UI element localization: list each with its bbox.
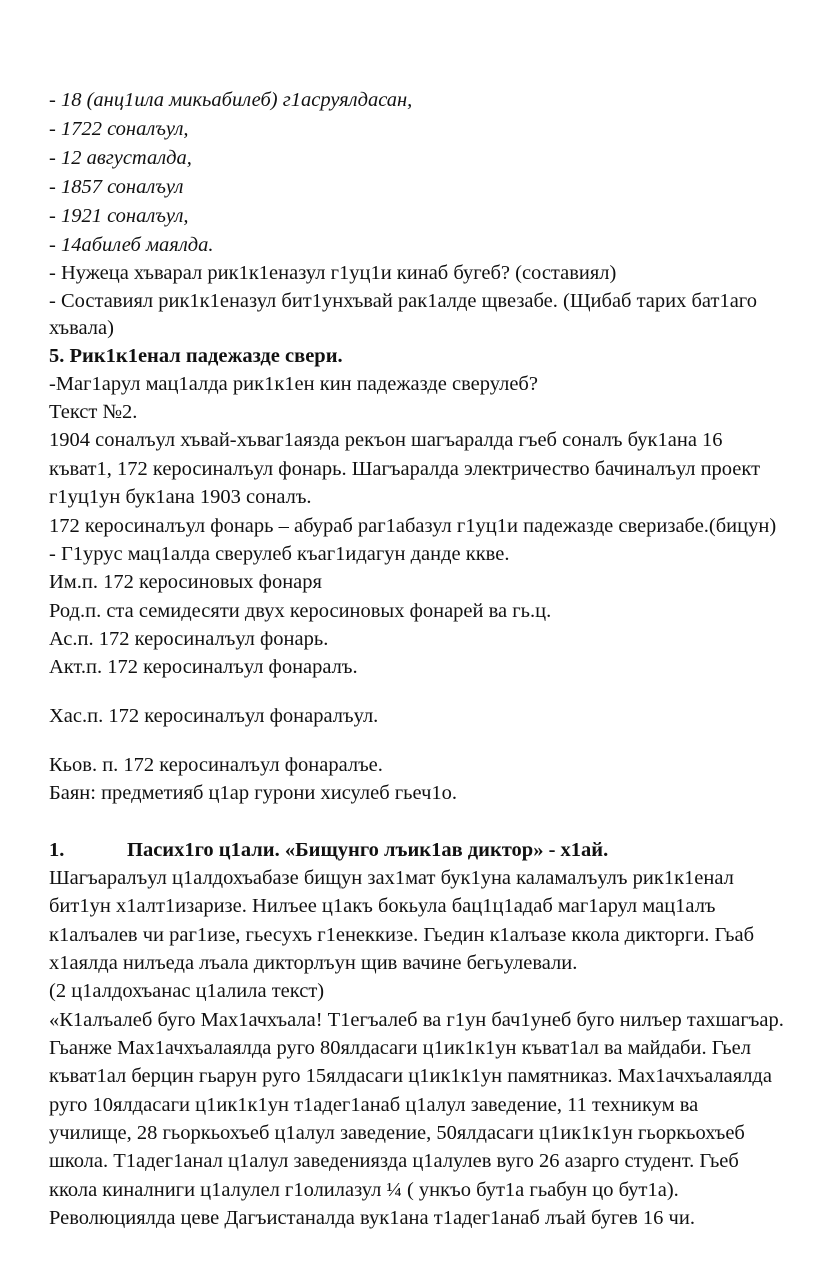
year-item-1857: - 1857 соналъул bbox=[49, 176, 184, 198]
section-heading-1 bbox=[49, 837, 608, 863]
paragraph-line: 1904 соналъул хъвай-хъваг1аязда рекъон шагъаралда гъеб соналъ бук1ана 16 bbox=[49, 429, 723, 451]
paragraph-line: к1алъалев чи раг1изе, гьесухъ г1енеккизе. Гьедин к1алъазе ккола дикторги. Гьаб bbox=[49, 924, 754, 946]
note-line: Баян: предметияб ц1ар гурони хисулеб гьеч1о. bbox=[49, 782, 458, 804]
case-line-ergative: Акт.п. 172 керосиналъул фонаралъ. bbox=[49, 656, 358, 678]
task-line: - Г1урус мац1алда сверулеб къаг1идагун данде ккве. bbox=[49, 543, 510, 565]
year-item-1921: - 1921 соналъул, bbox=[49, 205, 189, 227]
case-line-dative: Кьов. п. 172 керосиналъул фонаралъе. bbox=[49, 754, 383, 776]
section-title: Пасих1го ц1али. «Бищунго лъик1ав диктор» - х1ай. bbox=[127, 839, 609, 861]
year-item-18-century: - 18 (анц1ила микьабилеб) г1асруялдасан, bbox=[49, 89, 413, 111]
year-item-may-14: - 14абилеб маялда. bbox=[49, 234, 214, 256]
reading-text-line: «К1алъалеб буго Мах1ачхъала! Т1егъалеб ва г1ун бач1унеб буго нилъер тахшагъар. bbox=[49, 1009, 784, 1031]
case-line-absolutive: Ас.п. 172 керосиналъул фонарь. bbox=[49, 628, 329, 650]
paragraph-line: Шагъаралъул ц1алдохъабазе бищун зах1мат бук1уна каламалъулъ рик1к1енал bbox=[49, 867, 734, 889]
case-line-nominative: Им.п. 172 керосиновых фонаря bbox=[49, 571, 322, 593]
paragraph-line: г1уц1ун бук1ана 1903 соналъ. bbox=[49, 486, 312, 508]
reading-text-line: Революциялда цеве Дагъистаналда вук1ана т1адег1анаб лъай бугев 16 чи. bbox=[49, 1207, 695, 1229]
section-number: 1. bbox=[49, 839, 65, 861]
paragraph-line: х1аялда нилъеда лъала дикторлъун щив вачине бегьулевали. bbox=[49, 952, 578, 974]
text-label: Текст №2. bbox=[49, 401, 138, 423]
reading-text-line: Гьанже Мах1ачхъалаялда руго 80ялдасаги ц1ик1к1ун къват1ал ва майдаби. Гьел bbox=[49, 1037, 751, 1059]
case-line-genitive-avar: Хас.п. 172 керосиналъул фонаралъул. bbox=[49, 705, 379, 727]
question-line: -Маг1арул мац1алда рик1к1ен кин падежазде сверулеб? bbox=[49, 373, 538, 395]
task-line: 172 керосиналъул фонарь – абураб раг1абазул г1уц1и падежазде сверизабе.(бицун) bbox=[49, 515, 777, 537]
question-line: - Нужеца хъварал рик1к1еназул г1уц1и кинаб бугеб? (составиял) bbox=[49, 262, 617, 284]
task-line: - Составиял рик1к1еназул бит1унхъвай рак1алде щвезабе. (Щибаб тарих бат1аго bbox=[49, 290, 757, 312]
case-line-genitive: Род.п. ста семидесяти двух керосиновых фонарей ва гь.ц. bbox=[49, 600, 552, 622]
instruction-line: (2 ц1алдохъанас ц1алила текст) bbox=[49, 980, 325, 1002]
reading-text-line: къват1ал берцин гьарун руго 15ялдасаги ц1ик1к1ун памятниказ. Мах1ачхъалаялда bbox=[49, 1065, 772, 1087]
reading-text-line: ккола киналниги ц1алулел г1олилазул ¼ ( ункъо бут1а гьабун цо бут1а). bbox=[49, 1179, 679, 1201]
year-item-august-12: - 12 августалда, bbox=[49, 147, 192, 169]
paragraph-line: къват1, 172 керосиналъул фонарь. Шагъаралда электричество бачиналъул проект bbox=[49, 458, 761, 480]
task-line-continued: хъвала) bbox=[49, 317, 114, 339]
section-heading-5: 5. Рик1к1енал падежазде свери. bbox=[49, 345, 343, 367]
reading-text-line: школа. Т1адег1анал ц1алул заведениязда ц1алулев вуго 26 азарго студент. Гьеб bbox=[49, 1150, 739, 1172]
year-item-1722: - 1722 соналъул, bbox=[49, 118, 189, 140]
reading-text-line: училище, 28 гьоркьохъеб ц1алул заведение, 50ялдасаги ц1ик1к1ун гьоркьохъеб bbox=[49, 1122, 745, 1144]
reading-text-line: руго 10ялдасаги ц1ик1к1ун т1адег1анаб ц1алул заведение, 11 техникум ва bbox=[49, 1094, 699, 1116]
paragraph-line: бит1ун х1алт1изаризе. Нилъее ц1акъ бокьула бац1ц1адаб маг1арул мац1алъ bbox=[49, 895, 716, 917]
